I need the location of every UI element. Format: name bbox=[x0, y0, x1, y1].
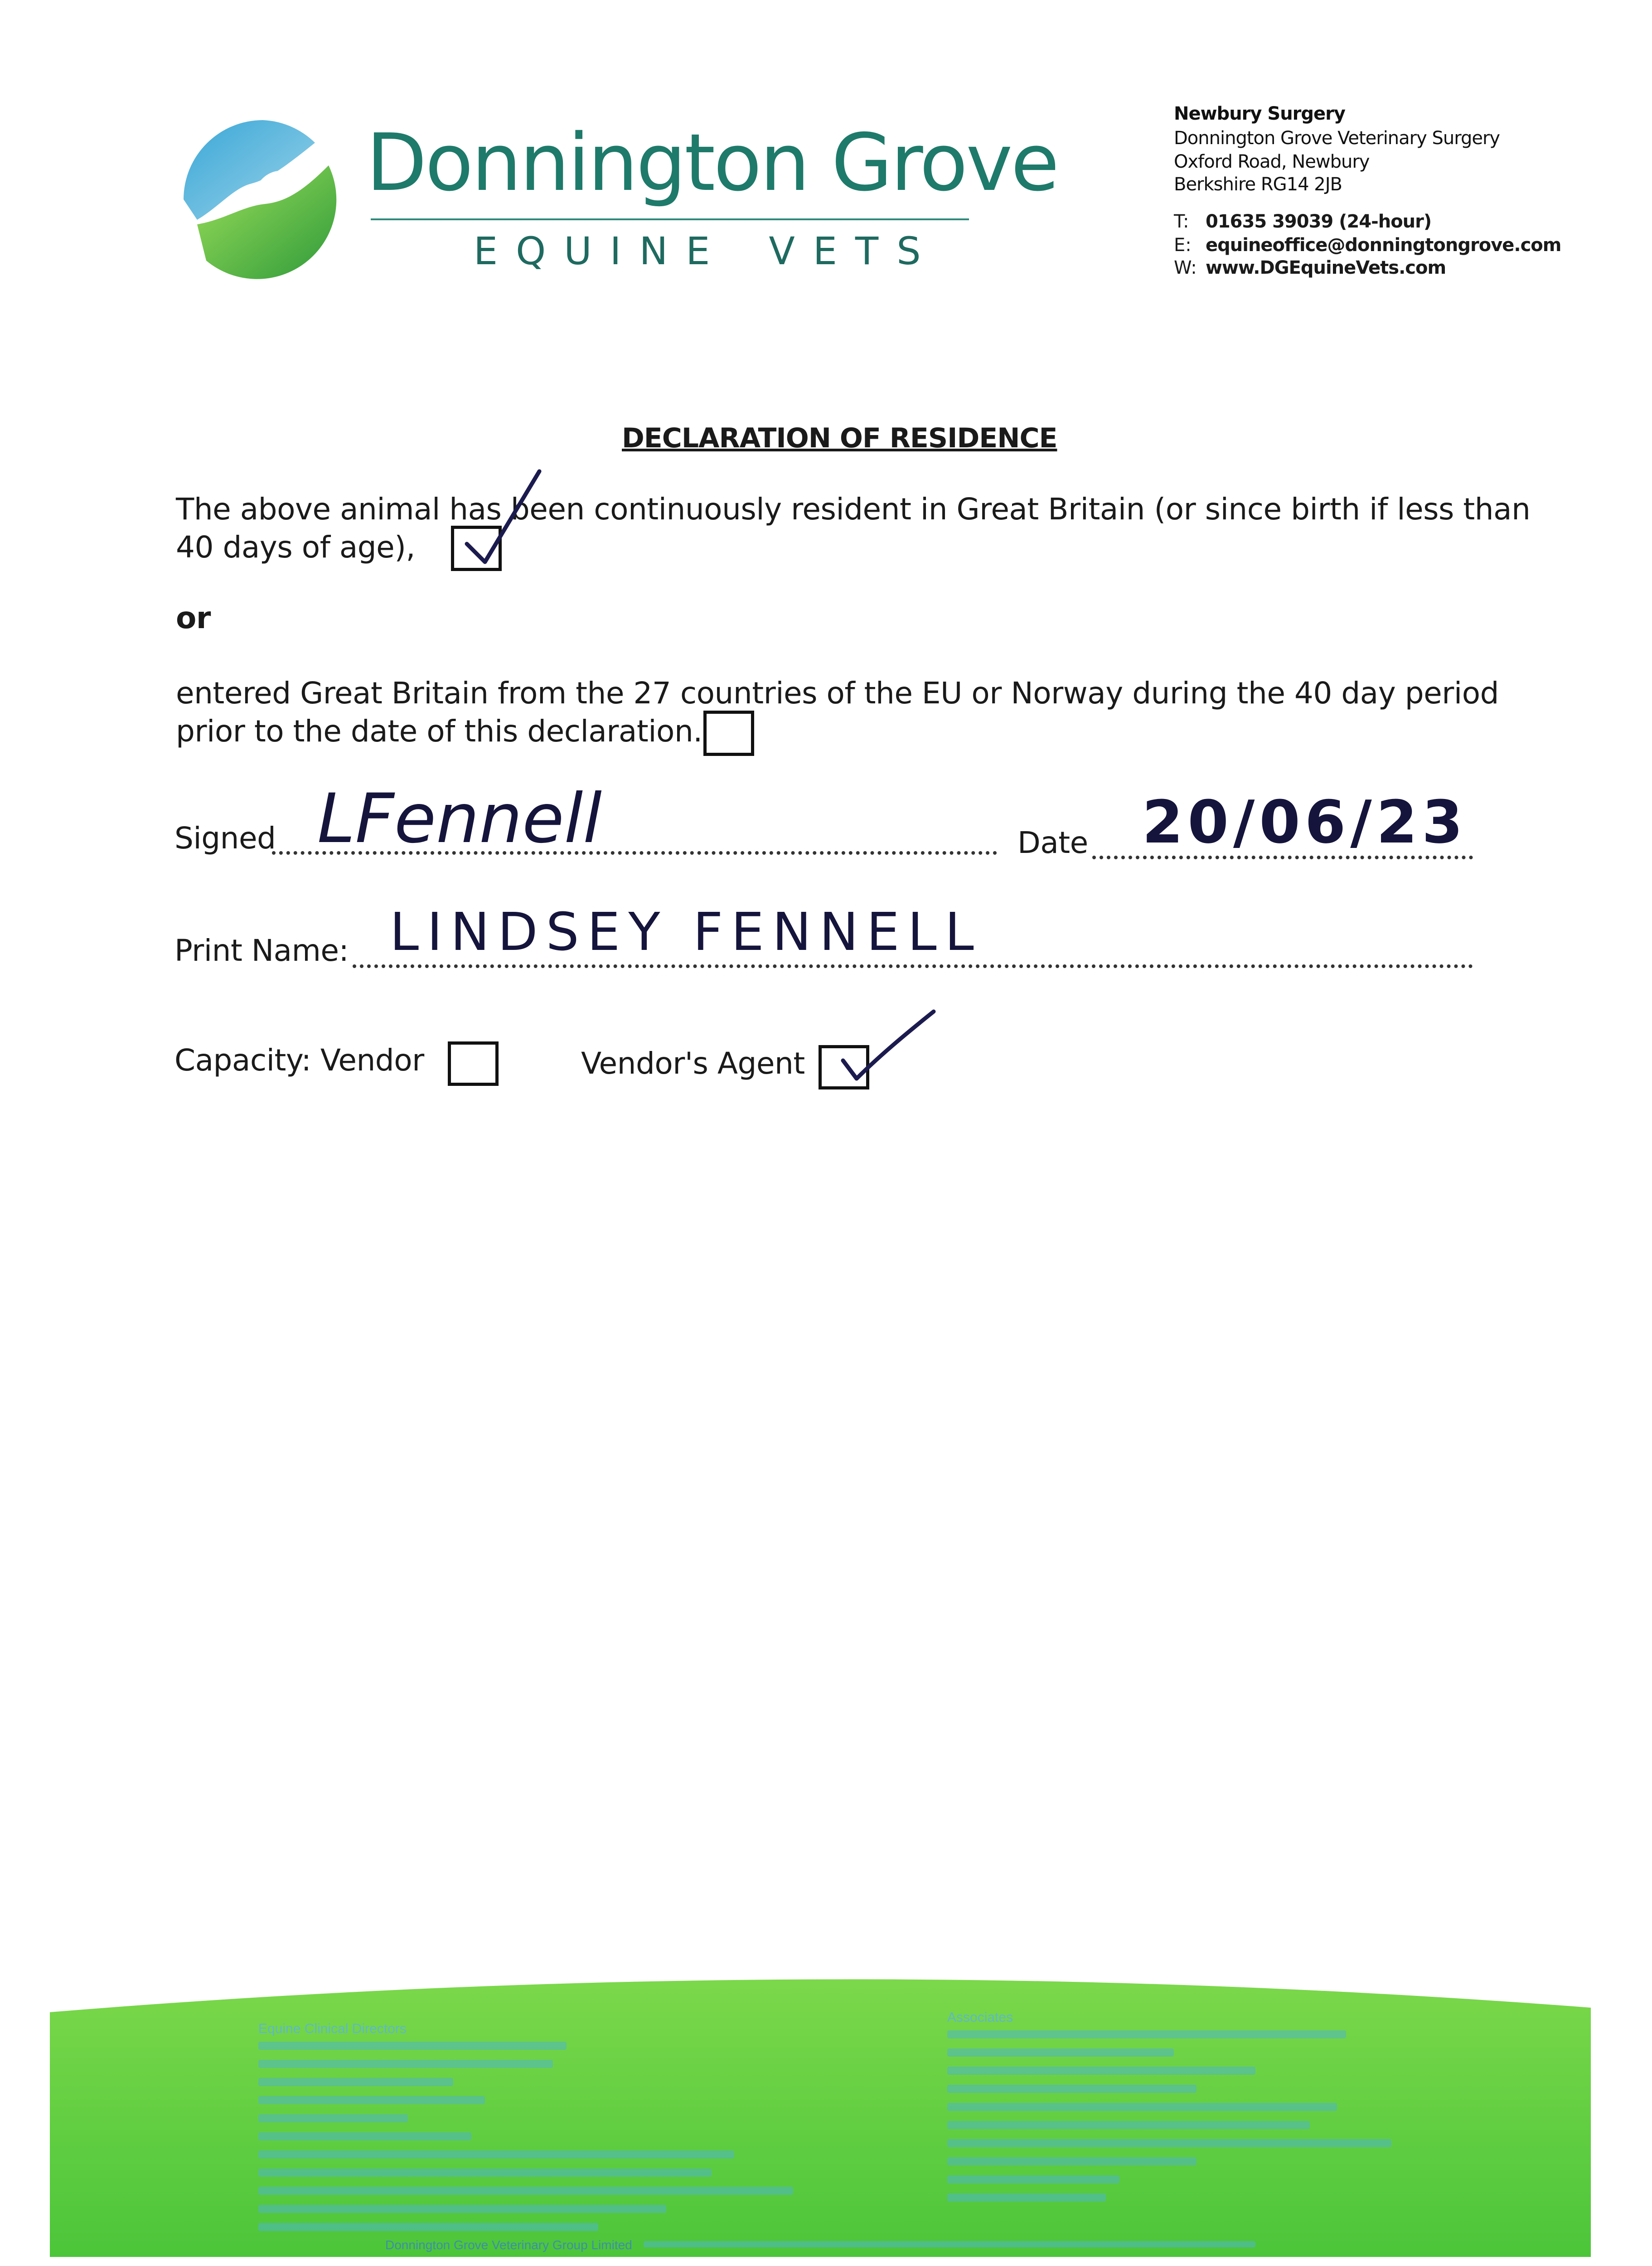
footer-company: Donnington Grove Veterinary Group Limited bbox=[385, 2238, 632, 2252]
footer-line bbox=[947, 2030, 1346, 2038]
footer-line bbox=[258, 2042, 567, 2050]
option1-line-2: 40 days of age), bbox=[176, 530, 415, 565]
contact-web-value[interactable]: www.DGEquineVets.com bbox=[1206, 257, 1446, 278]
footer-associates-heading: Associates bbox=[947, 2010, 1013, 2025]
logo-subtitle-word-1: EQUINE bbox=[474, 229, 728, 273]
footer-band bbox=[0, 1949, 1652, 2266]
agent-checkmark bbox=[825, 1006, 952, 1097]
option2-checkbox[interactable] bbox=[703, 711, 754, 756]
contact-web-key: W: bbox=[1174, 257, 1197, 278]
contact-email-key: E: bbox=[1174, 235, 1192, 256]
date-value[interactable]: 20/06/23 bbox=[1142, 788, 1468, 857]
contact-email-value[interactable]: equineoffice@donningtongrove.com bbox=[1206, 235, 1561, 256]
footer-line bbox=[258, 2060, 553, 2068]
footer-line bbox=[258, 2205, 666, 2213]
date-label: Date bbox=[1017, 825, 1088, 860]
address-line-3: Berkshire RG14 2JB bbox=[1174, 174, 1342, 195]
footer-line bbox=[258, 2078, 453, 2086]
address-line-1: Donnington Grove Veterinary Surgery bbox=[1174, 128, 1500, 149]
footer-line bbox=[947, 2157, 1197, 2165]
capacity-label: Capacity: Vendor bbox=[174, 1043, 424, 1078]
logo-title: Donnington Grove bbox=[366, 117, 1058, 209]
declaration-heading: DECLARATION OF RESIDENCE bbox=[622, 422, 1057, 454]
surgery-name: Newbury Surgery bbox=[1174, 103, 1345, 124]
footer-line bbox=[258, 2114, 408, 2122]
option2-line-2: prior to the date of this declaration. bbox=[176, 714, 702, 749]
footer-line bbox=[947, 2085, 1197, 2093]
footer-line bbox=[947, 2175, 1119, 2184]
footer-line bbox=[258, 2132, 471, 2140]
footer-line bbox=[258, 2150, 734, 2159]
contact-phone bbox=[1174, 211, 1431, 232]
footer-line bbox=[644, 2241, 1255, 2247]
signature[interactable]: LFennell bbox=[317, 780, 602, 858]
footer-line bbox=[258, 2223, 598, 2231]
option1-line-1: The above animal has been continuously resident in Great Britain (or since birth if less than bbox=[176, 492, 1531, 527]
footer-line bbox=[947, 2139, 1391, 2147]
contact-phone-value: 01635 39039 (24-hour) bbox=[1206, 211, 1432, 232]
option1-checkmark bbox=[435, 462, 553, 580]
footer-line bbox=[947, 2067, 1255, 2075]
address-line-2: Oxford Road, Newbury bbox=[1174, 151, 1370, 172]
logo-divider bbox=[371, 218, 969, 220]
vendor-checkbox[interactable] bbox=[448, 1041, 499, 1086]
contact-web bbox=[1174, 257, 1446, 278]
print-name-line bbox=[353, 964, 1473, 968]
footer-line bbox=[947, 2103, 1337, 2111]
footer-line bbox=[258, 2096, 485, 2104]
signed-label: Signed bbox=[174, 821, 276, 856]
footer-directors-heading: Equine Clinical Directors bbox=[258, 2021, 407, 2036]
option2-line-1: entered Great Britain from the 27 countries of the EU or Norway during the 40 day period bbox=[176, 676, 1499, 711]
logo-subtitle-word-2: VETS bbox=[769, 229, 939, 273]
footer-line bbox=[258, 2169, 712, 2177]
agent-label: Vendor's Agent bbox=[581, 1046, 805, 1081]
or-label: or bbox=[176, 600, 211, 635]
footer-line bbox=[947, 2193, 1106, 2202]
footer-line bbox=[947, 2048, 1174, 2057]
print-name-label: Print Name: bbox=[174, 933, 349, 968]
logo-mark bbox=[179, 116, 347, 283]
contact-phone-key: T: bbox=[1174, 211, 1189, 232]
print-name-value[interactable]: LINDSEY FENNELL bbox=[390, 902, 982, 963]
footer-line bbox=[947, 2121, 1310, 2129]
footer-line bbox=[258, 2187, 793, 2195]
logo-subtitle bbox=[474, 229, 980, 273]
contact-email bbox=[1174, 235, 1561, 256]
